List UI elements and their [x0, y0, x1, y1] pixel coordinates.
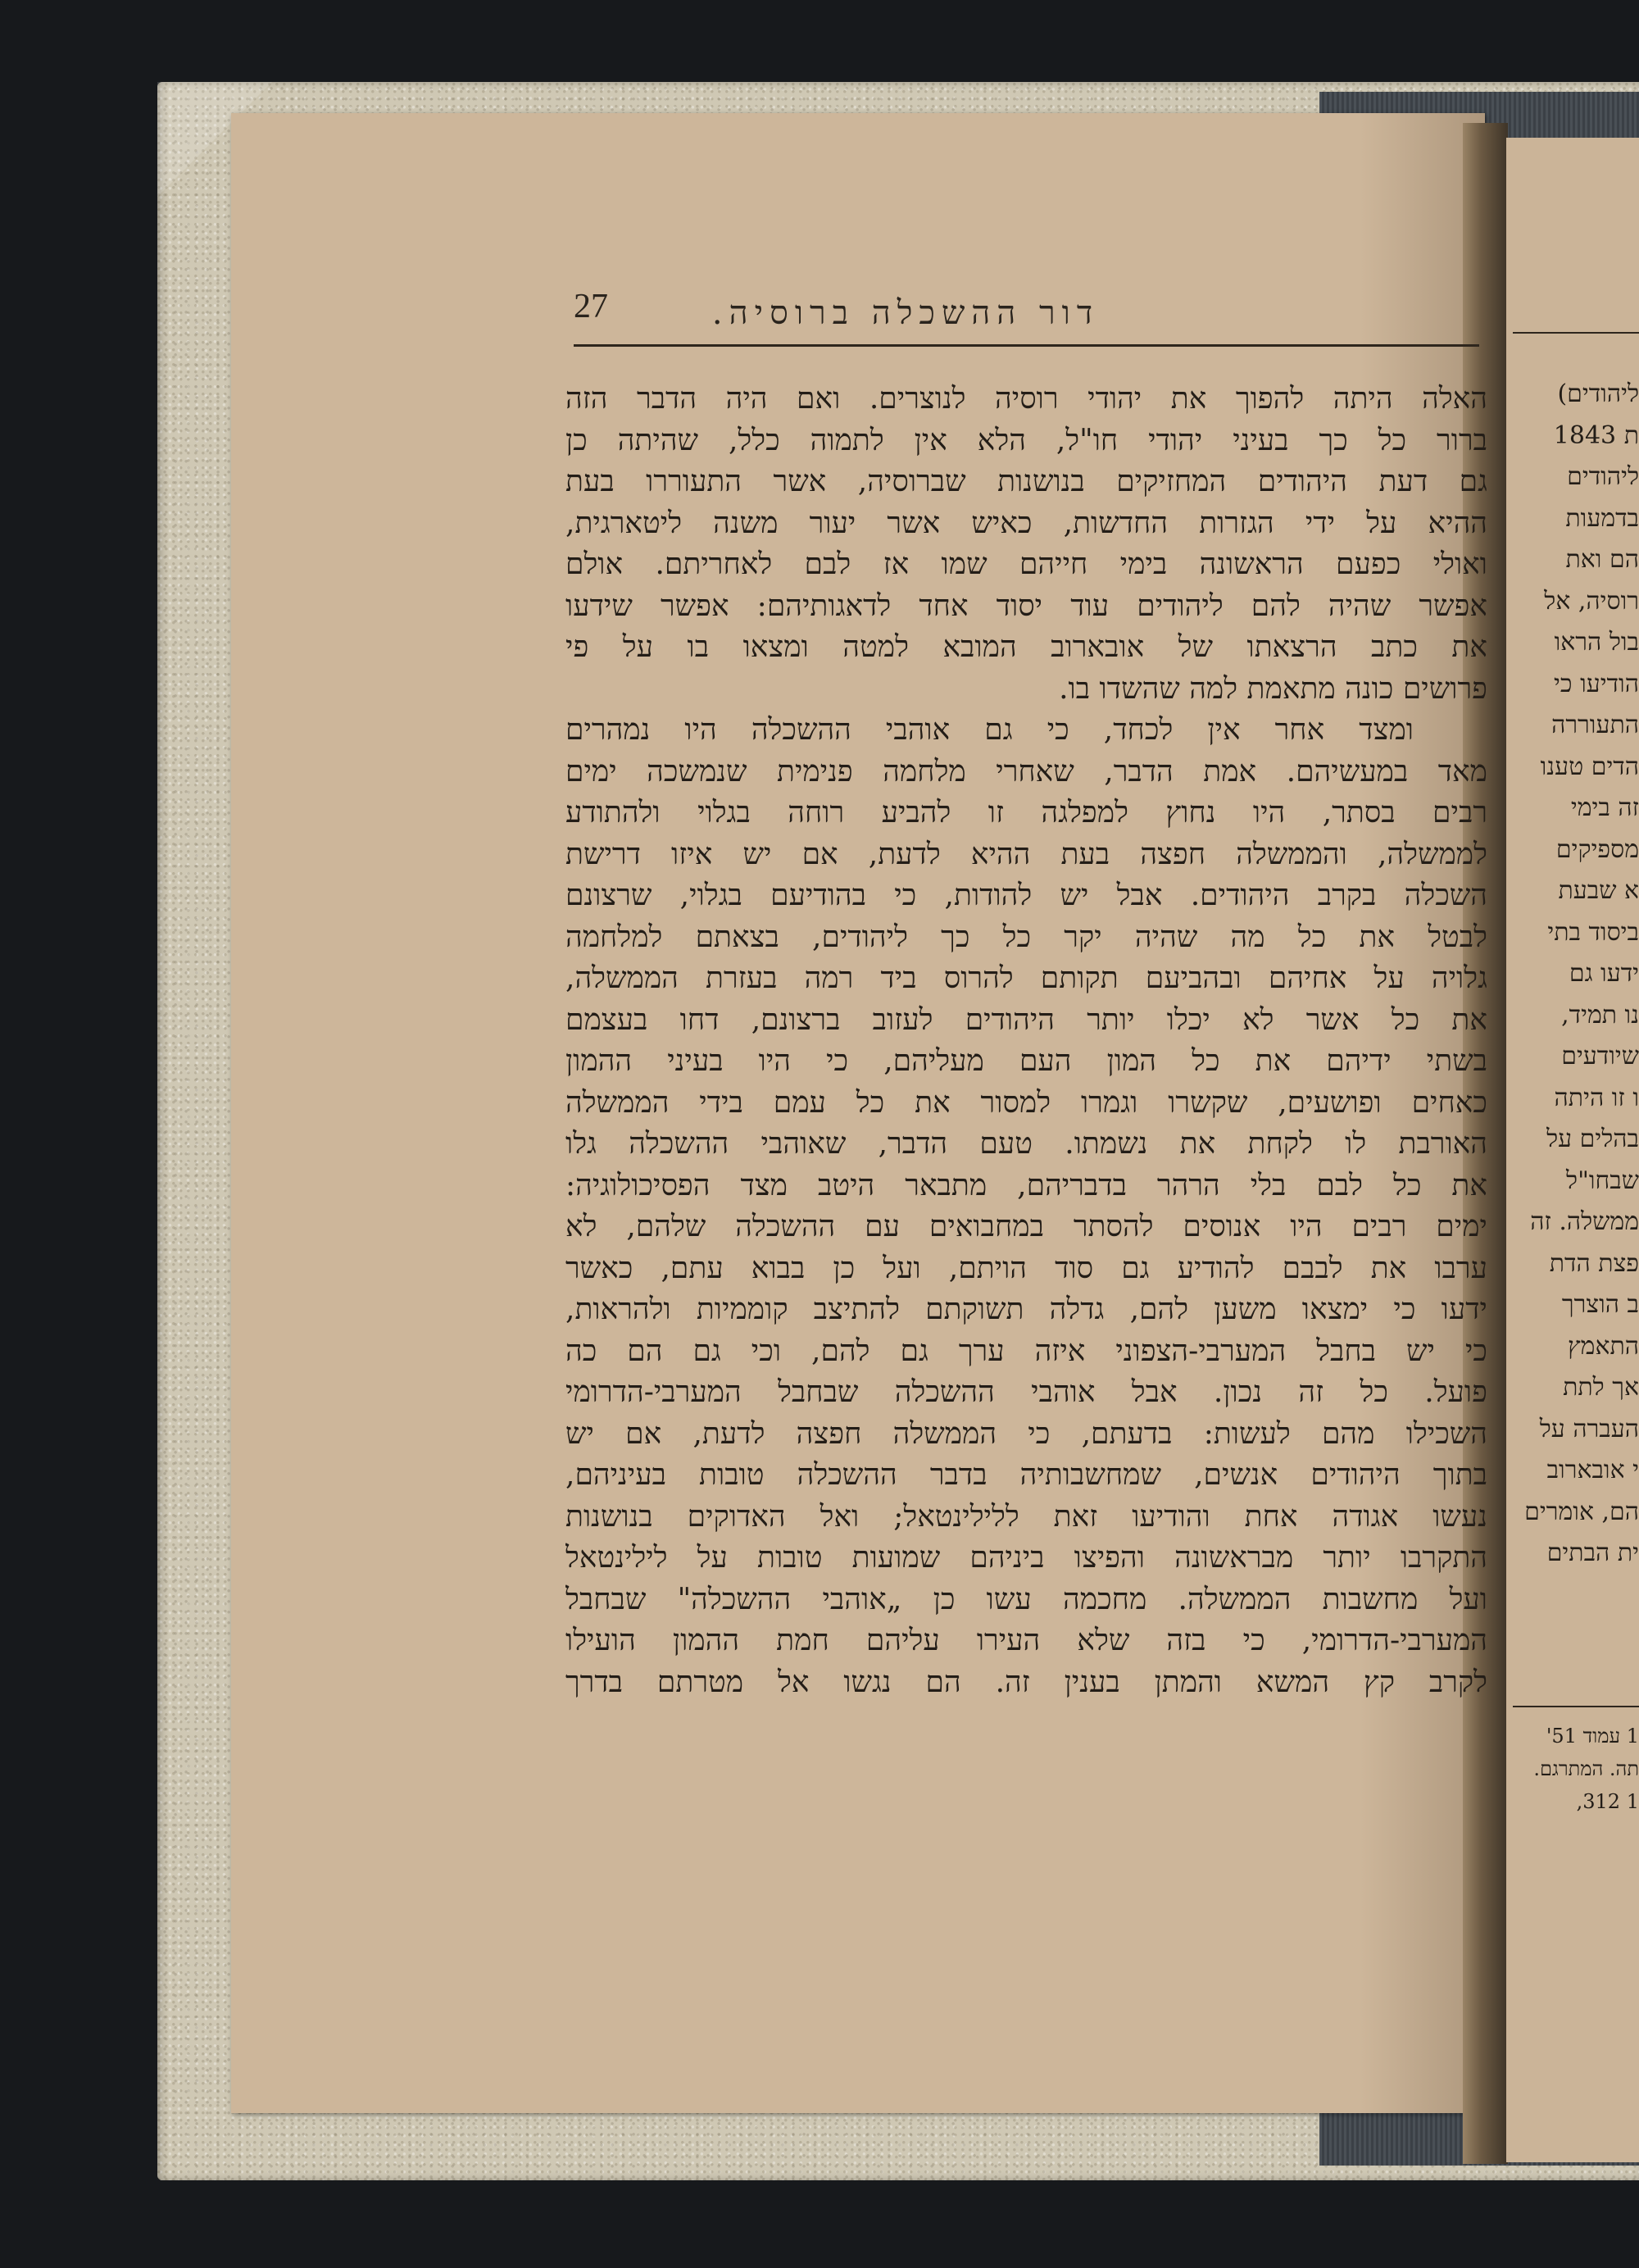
facing-text-line: ידעו גם	[1569, 959, 1639, 988]
text-line: גלויה על אחיהם ובהביעם תקותם להרוס ביד רמה בעזרת הממשלה,	[565, 961, 1487, 995]
text-line: רבים בסתר, היו נחוץ למפלגה זו להביע רוחה בגלוי ולהתודע	[565, 796, 1487, 829]
text-line: ואולי כפעם הראשונה בימי חייהם שמו אז לבם לאחריתם. אולם	[565, 548, 1487, 581]
facing-text-line: ליהודים	[1567, 462, 1639, 491]
header-rule	[574, 344, 1479, 347]
text-line: ומצד אחר אין לכחד, כי גם אוהבי ההשכלה היו נמהרים	[565, 713, 1414, 747]
text-line: ערבו את לבבם להודיע גם סוד הויתם, ועל כן בבוא עתם, כאשר	[565, 1251, 1487, 1285]
text-line: פרושים כונה מתאמת למה שהשדו בו.	[1059, 671, 1487, 706]
facing-text-line: ביסוד בתי	[1547, 917, 1639, 947]
facing-text-line: י אובארוב	[1546, 1456, 1639, 1484]
facing-footnotes	[1513, 1720, 1639, 1843]
text-line: מאד במעשיהם. אמת הדבר, שאחרי מלחמה פנימית שנמשכה ימים	[565, 754, 1487, 789]
facing-text-line: פצת הדת	[1549, 1248, 1639, 1278]
text-line: לקרב קץ המשא והמתן בענין זה. הם נגשו אל מטרתם בדרך	[565, 1665, 1487, 1699]
text-line: בתוך היהודים אנשים, שמחשבותיה בדבר ההשכלה טובות בעיניהם,	[565, 1458, 1487, 1492]
facing-text-line: הודיעו כי	[1554, 669, 1639, 698]
facing-text-line: ו זו היתה	[1554, 1083, 1639, 1112]
facing-text-line: הם, אומרים	[1524, 1497, 1639, 1526]
text-line: בשתי ידיהם את כל המון העם מעליהם, כי היו בעיני ההמון	[565, 1044, 1487, 1078]
facing-header-rule	[1513, 332, 1639, 334]
facing-text-line: אך לתת	[1563, 1373, 1639, 1402]
text-line: השכילו מהם לעשות: בדעתם, כי הממשלה חפצה לדעת, אם יש	[565, 1416, 1487, 1451]
text-line: לבטל את כל מה שהיה יקר כל כך ליהודים, בצאתם למלחמה	[565, 920, 1487, 954]
footnote-line: 1 312,	[1576, 1790, 1639, 1813]
facing-text-line: התאמץ	[1568, 1331, 1639, 1361]
text-line: נעשו אגודה אחת והודיעו זאת ללילינטאל; ואל האדוקים בנושנות	[565, 1499, 1487, 1534]
facing-text-line: בהלים על	[1546, 1125, 1639, 1153]
text-line: לממשלה, והממשלה חפצה בעת ההיא לדעת, אם יש איזו דרישת	[565, 837, 1487, 871]
text-line: גם דעת היהודים המחזיקים בנושנות שברוסיה, אשר התעוררו בעת	[565, 465, 1487, 498]
facing-text-line: ית הבתים	[1546, 1539, 1639, 1567]
page-body-text	[565, 379, 1487, 1920]
facing-text-line: העברה על	[1539, 1414, 1639, 1443]
facing-text-line: התעוררה	[1551, 711, 1639, 739]
text-line: את כתב הרצאתו של אובארוב המובא למטה ומצאו בו על פי	[565, 630, 1487, 664]
facing-page-edge	[1506, 138, 1639, 2162]
facing-text-line: זה בימי	[1570, 793, 1639, 822]
facing-text-line: א שבעת	[1558, 876, 1639, 905]
text-line: ההיא על ידי הגזרות החדשות, כאיש אשר יעור משנה ליטארגית,	[565, 506, 1487, 540]
facing-text-line: בדמעות	[1565, 503, 1639, 533]
facing-text-line: ת 1843	[1553, 420, 1639, 450]
facing-text-line: ליהודים)	[1557, 380, 1639, 408]
footnote-line: תה. המתרגם.	[1533, 1757, 1639, 1780]
facing-text-line: הם ואת	[1565, 545, 1639, 574]
page-number: 27	[574, 288, 608, 325]
text-line: אפשר שהיה להם ליהודים עוד יסוד אחד לדאגותיהם: אפשר שידעו	[565, 589, 1487, 623]
text-line: ברור כל כך בעיני יהודי חו"ל, הלא אין לתמוה כלל, שהיתה כן	[565, 423, 1487, 457]
facing-text-line: בול הראו	[1554, 628, 1639, 657]
footnote-line: 1 עמוד 51'	[1546, 1725, 1639, 1748]
facing-text-line: רוסיה, אל	[1544, 586, 1639, 616]
text-line: האורבת לו לקחת את נשמתו. טעם הדבר, שאוהבי ההשכלה גלו	[565, 1127, 1487, 1161]
text-line: השכלה בקרב היהודים. אבל יש להודות, כי בהודיעם בגלוי, שרצונם	[565, 879, 1487, 912]
facing-text-line: ב הוצרך	[1561, 1290, 1639, 1319]
facing-text-line: שיודעים	[1561, 1042, 1639, 1070]
facing-text-line: הדים טענו	[1540, 752, 1639, 781]
text-line: התקרבו יותר מבראשונה והפיצו ביניהם שמועות טובות על לילינטאל	[565, 1541, 1487, 1575]
text-line: המערבי-הדרומי, כי בזה שלא העירו עליהם חמת ההמון הועילו	[565, 1624, 1487, 1657]
text-line: פועל. כל זה נכון. אבל אוהבי ההשכלה שבחבל המערבי-הדרומי	[565, 1375, 1487, 1409]
text-line: ימים רבים היו אנוסים להסתר במחבואים עם ההשכלה שלהם, לא	[565, 1210, 1487, 1243]
text-line: ידעו כי ימצאו משען להם, גדלה תשוקתם להתיצב קוממיות ולהראות,	[565, 1293, 1487, 1326]
text-line: ועל מחשבות הממשלה. מחכמה עשו כן „אוהבי ההשכלה" שבחבל	[565, 1582, 1487, 1616]
facing-text-line: שבחו"ל	[1566, 1166, 1639, 1195]
text-line: כאחים ופושעים, שקשרו וגמרו למסור את כל עמם בידי הממשלה	[565, 1085, 1487, 1120]
text-line: את כל לבם בלי הרהר בדבריהם, מתבאר היטב מצד הפסיכולוגיה:	[565, 1168, 1487, 1202]
running-head: דור ההשכלה ברוסיה.	[711, 294, 1100, 332]
facing-text-line: מספיקים	[1555, 834, 1639, 864]
footnote-rule	[1513, 1706, 1639, 1707]
text-line: כי יש בחבל המערבי-הצפוני איזה ערך גם להם, וכי גם הם כה	[565, 1334, 1487, 1368]
text-line: האלה היתה להפוך את יהודי רוסיה לנוצרים. ואם היה הדבר הזה	[565, 382, 1487, 416]
facing-text-line: ממשלה. זה	[1530, 1207, 1639, 1236]
facing-text-line: נו תמיד,	[1561, 1000, 1639, 1029]
text-line: את כל אשר לא יכלו יותר היהודים לעזוב ברצונם, דחו בעצמם	[565, 1002, 1487, 1037]
